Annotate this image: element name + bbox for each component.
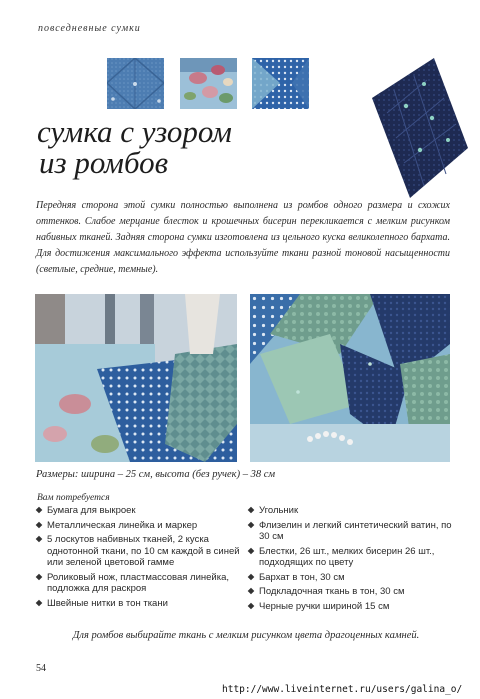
bullet-diamond-icon [36, 599, 43, 606]
list-item: Бархат в тон, 30 см [248, 572, 453, 584]
fabric-swatch-polka [252, 58, 309, 109]
bullet-diamond-icon [248, 547, 255, 554]
list-item: Роликовый нож, пластмассовая линейка, подложка для раскроя [36, 572, 241, 595]
bullet-diamond-icon [36, 573, 43, 580]
intro-paragraph: Передняя сторона этой сумки полностью выполнена из ромбов одного размера и схожих оттенков. Слабое мерцание блесток и крошечных бисерин перекликается с мелким рисунком набивных тканей. Задняя сторона сумки изготовлена из цельного куска великолепного бархата. Для достижения максимального эффекта используйте ткани разной тоновой насыщенности (светлые, средние, темные). [36, 200, 450, 275]
bag-photo-front [35, 294, 237, 462]
source-url: http://www.liveinternet.ru/users/galina_o/ [222, 684, 463, 695]
dimensions-caption: Размеры: ширина – 25 см, высота (без ручек) – 38 см [36, 469, 276, 480]
materials-list-left [36, 505, 241, 612]
bullet-diamond-icon [248, 521, 255, 528]
list-item: Флизелин и легкий синтетический ватин, по 30 см [248, 520, 453, 543]
bullet-diamond-icon [248, 602, 255, 609]
fabric-swatch-floral [180, 58, 237, 109]
list-item: Угольник [248, 505, 453, 517]
list-item: Швейные нитки в тон ткани [36, 598, 241, 610]
list-item: Черные ручки шириной 15 см [248, 601, 453, 613]
list-item: Бумага для выкроек [36, 505, 241, 517]
list-item: Блестки, 26 шт., мелких бисерин 26 шт., подходящих по цвету [248, 546, 453, 569]
quilted-diamond-sample [372, 58, 468, 198]
fabric-swatch-denim [107, 58, 164, 109]
bullet-diamond-icon [248, 573, 255, 580]
page-number: 54 [36, 663, 46, 674]
bag-photo-detail [250, 294, 450, 462]
bullet-diamond-icon [36, 507, 43, 514]
bullet-diamond-icon [248, 588, 255, 595]
list-item: Металлическая линейка и маркер [36, 520, 241, 532]
page-title [37, 116, 232, 178]
section-label: повседневные сумки [38, 23, 141, 34]
footer-tip: Для ромбов выбирайте ткань с мелким рисунком цвета драгоценных камней. [72, 630, 420, 641]
title-line-2: из ромбов [39, 145, 169, 180]
title-line-1: сумка с узором [37, 114, 232, 149]
materials-list-right [248, 505, 453, 615]
bullet-diamond-icon [36, 536, 43, 543]
bullet-diamond-icon [36, 521, 43, 528]
list-item: Подкладочная ткань в тон, 30 см [248, 586, 453, 598]
list-item: 5 лоскутов набивных тканей, 2 куска однотонной ткани, по 10 см каждой в синей или зеленой цветовой гамме [36, 534, 241, 569]
bullet-diamond-icon [248, 507, 255, 514]
materials-heading: Вам потребуется [37, 493, 110, 503]
